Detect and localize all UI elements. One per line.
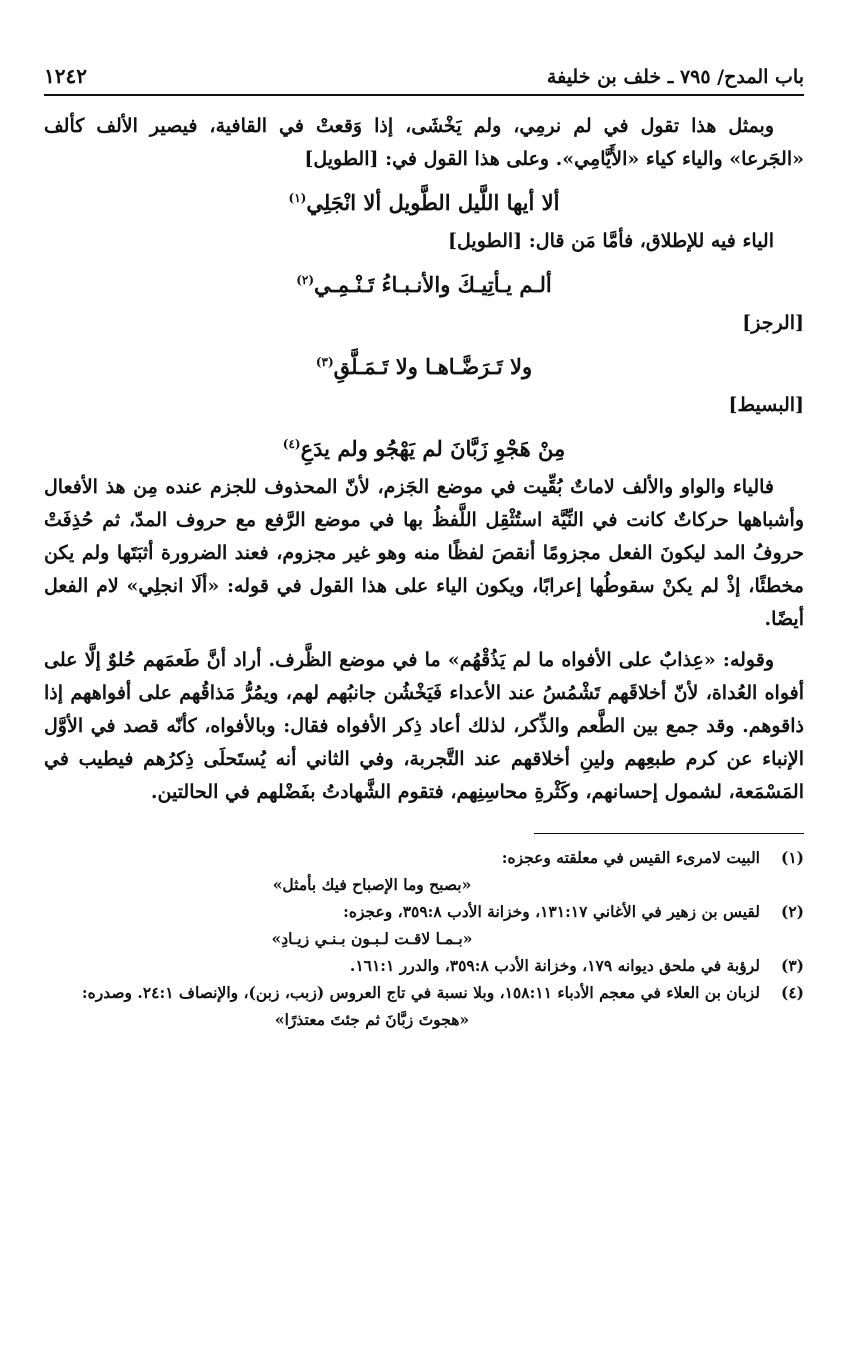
- footnote-number: (٢): [780, 902, 804, 921]
- meter-label: [الرجز]: [742, 312, 804, 334]
- footnote: [44, 952, 804, 979]
- footnote: [44, 979, 804, 1033]
- footnote-verse: «هجوتَ زبَّانَ ثم جئتَ معتذرًا»: [274, 1010, 470, 1029]
- footnote-number: (٤): [780, 983, 804, 1002]
- verse-text: مِنْ هَجْوِ زَبَّانَ لم يَهْجُو ولم يدَعِ: [300, 436, 566, 461]
- verse-line: [44, 422, 804, 471]
- footnote-number: (٣): [780, 956, 804, 975]
- page-number: ١٢٤٢: [44, 64, 87, 88]
- book-page: [44, 38, 804, 1033]
- footnote: [44, 844, 804, 898]
- footnote-separator: [534, 833, 804, 834]
- footnote: [44, 898, 804, 952]
- paragraph: فالياء والواو والألف لاماتٌ بُقِّيت في موضع الجَزم، لأنّ المحذوف للجزم عنده مِن هذ الأفعال وأشباهها حركاتٌ كانت في النِّيَّة استُثْقِل اللَّفظُ بها في موضع الرَّفع مع حروف المدّ، ثم حُذِفَتْ حروفُ المد ليكونَ الفعل مجزومًا أنقصَ لفظًا منه وهو غير مجزوم، فعند الضرورة أثبَتَها ولم يكن مخطئًا، إذْ لم يكنْ سقوطُها إعرابًا، ويكون الياء على هذا القول في قوله: «ألَا انجلِي» لام الفعل أيضًا.: [44, 476, 804, 630]
- footnote-ref: (٣): [315, 355, 334, 369]
- running-title: باب المدح/ ٧٩٥ ـ خلف بن خليفة: [546, 66, 804, 88]
- footnotes: [44, 844, 804, 1033]
- verse-text: ولا تَـرَضَّـاهـا ولا تَـمَـلَّقِ: [333, 354, 533, 379]
- footnote-ref: (٢): [296, 273, 315, 287]
- verse-text: ألا أيها اللَّيل الطَّويل ألا انْجَلِي: [306, 190, 560, 215]
- footnote-text: لقيس بن زهير في الأغاني ١٣١:١٧، وخزانة الأدب ٣٥٩:٨، وعجزه:: [343, 902, 760, 921]
- footnote-ref: (١): [288, 191, 307, 205]
- footnote-verse: «بـمـا لاقـت لـبـون بـنـي زيـادِ»: [271, 929, 473, 948]
- main-text: [44, 110, 804, 809]
- footnote-text: لرؤبة في ملحق ديوانه ١٧٩، وخزانة الأدب ٣٥٩:٨، والدرر ١٦١:١.: [349, 956, 760, 975]
- footnote-text: لزبان بن العلاء في معجم الأدباء ١٥٨:١١، وبلا نسبة في تاج العروس (زبب، زبن)، والإنصاف ٢٤:١. وصدره:: [81, 983, 760, 1002]
- verse-line: [44, 340, 804, 389]
- footnote-number: (١): [780, 848, 804, 867]
- verse-line: [44, 258, 804, 307]
- footnote-ref: (٤): [282, 437, 301, 451]
- verse-line: [44, 176, 804, 225]
- footnote-text: البيت لامرىء القيس في معلقته وعجزه:: [501, 848, 760, 867]
- paragraph: وبمثل هذا تقول في لم نرمِي، ولم يَخْشَى، إذا وَقعتْ في القافية، فيصير الألف كألف «الجَرعا» والياء كياء «الأَيَّامِي». وعلى هذا القول في: [الطويل]: [44, 115, 804, 170]
- paragraph: وقوله: «عِذابٌ على الأفواه ما لم يَذُقْهُم» ما في موضع الظَّرف. أراد أنَّ طَعمَهم حُلوٌ إلَّا على أفواه العُداة، لأنّ أخلاقَهم تَشْمُسُ عند الأعداء فَيَخْشُن جانبُهم لهم، ويمُرُّ مَذاقُهم على أفواههم إذا ذاقوهم. وقد جمع بين الطَّعم والذِّكر، لذلك أعاد ذِكر الأفواه فقال: وبالأفواه، كأنّه قصد في الأوَّل الإنباء عن كرم طبعِهم ولينِ أخلاقهم عند التَّجربة، وفي الثاني أنه يُستَحلَى ذِكرُهم فيطيب في المَسْمَعة، لشمول إحسانهم، وكَثْرةِ محاسِنِهم، فتقوم الشَّهادتُ بفَضْلهم في الحالتين.: [44, 649, 804, 803]
- meter-label: [البسيط]: [728, 394, 804, 416]
- paragraph: الياء فيه للإطلاق، فأمَّا مَن قال: [الطويل]: [448, 230, 774, 252]
- verse-text: ألـم يـأتِيـكَ والأنـبـاءُ تَـنْـمِـي: [314, 272, 552, 297]
- footnote-verse: «بصبح وما الإصباح فيك بأمثل»: [272, 875, 472, 894]
- page-header: [44, 38, 804, 96]
